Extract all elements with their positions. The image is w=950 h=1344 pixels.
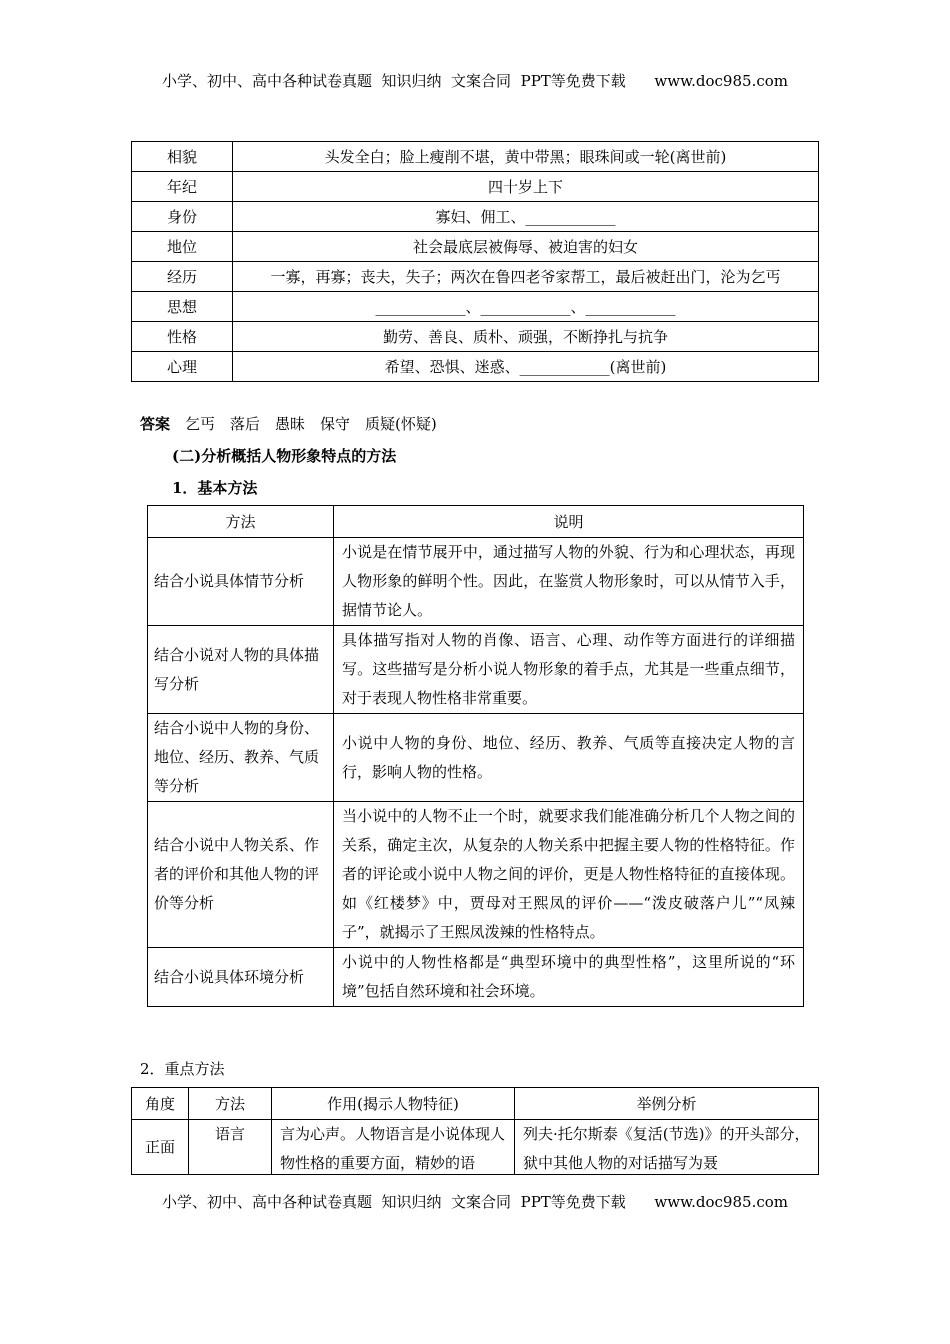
answer-text: 乞丐 落后 愚昧 保守 质疑(怀疑) [185, 415, 437, 433]
row-key: 身份 [132, 202, 233, 232]
page-header: 小学、初中、高中各种试卷真题 知识归纳 文案合同 PPT等免费下载 www.doc985.com [161, 72, 788, 90]
method-cell: 结合小说具体环境分析 [148, 948, 334, 1007]
column-header: 方法 [148, 506, 334, 538]
row-key: 性格 [132, 322, 233, 352]
subsection-heading-basic: 1．基本方法 [172, 479, 258, 497]
row-value: 一寡，再寡；丧夫，失子；两次在鲁四老爷家帮工，最后被赶出门，沦为乞丐 [233, 262, 819, 292]
answer-label: 答案 [140, 415, 171, 433]
answer-line [140, 413, 437, 434]
section-heading: (二)分析概括人物形象特点的方法 [172, 447, 397, 465]
example-cell [515, 1120, 819, 1175]
table-row [148, 948, 804, 1007]
column-header: 说明 [334, 506, 804, 538]
key-methods-table [131, 1087, 819, 1175]
method-cell: 结合小说具体情节分析 [148, 538, 334, 626]
table-row [148, 626, 804, 714]
desc-cell: 小说中的人物性格都是“典型环境中的典型性格”，这里所说的“环境”包括自然环境和社会环境。 [334, 948, 804, 1007]
row-key: 经历 [132, 262, 233, 292]
row-value: 社会最底层被侮辱、被迫害的妇女 [233, 232, 819, 262]
column-header: 角度 [132, 1088, 189, 1120]
row-key: 相貌 [132, 142, 233, 172]
row-value: 头发全白；脸上瘦削不堪，黄中带黑；眼珠间或一轮(离世前) [233, 142, 819, 172]
table-row [132, 142, 819, 172]
row-value: 希望、恐惧、迷惑、____________(离世前) [233, 352, 819, 382]
angle-cell: 正面 [132, 1120, 189, 1175]
page-footer: 小学、初中、高中各种试卷真题 知识归纳 文案合同 PPT等免费下载 www.doc985.com [161, 1193, 788, 1211]
column-header: 举例分析 [515, 1088, 819, 1120]
row-key: 地位 [132, 232, 233, 262]
table-header-row [132, 1088, 819, 1120]
table-row [132, 172, 819, 202]
row-key: 心理 [132, 352, 233, 382]
method-cell: 结合小说中人物关系、作者的评价和其他人物的评价等分析 [148, 802, 334, 948]
desc-cell: 小说是在情节展开中，通过描写人物的外貌、行为和心理状态，再现人物形象的鲜明个性。因此，在鉴赏人物形象时，可以从情节入手，据情节论人。 [334, 538, 804, 626]
row-value: ____________、____________、____________ [233, 292, 819, 322]
table-row [132, 232, 819, 262]
table-row [148, 714, 804, 802]
desc-cell: 具体描写指对人物的肖像、语言、心理、动作等方面进行的详细描写。这些描写是分析小说人物形象的着手点，尤其是一些重点细节，对于表现人物性格非常重要。 [334, 626, 804, 714]
row-key: 思想 [132, 292, 233, 322]
effect-text: 言为心声。人物语言是小说体现人物性格的重要方面，精妙的语 [280, 1125, 506, 1172]
basic-methods-table [147, 505, 804, 1007]
method-cell: 结合小说中人物的身份、地位、经历、教养、气质等分析 [148, 714, 334, 802]
method-cell: 结合小说对人物的具体描写分析 [148, 626, 334, 714]
row-value: 四十岁上下 [233, 172, 819, 202]
table-row [132, 1120, 819, 1175]
row-value: 勤劳、善良、质朴、顽强，不断挣扎与抗争 [233, 322, 819, 352]
table-row [132, 202, 819, 232]
character-profile-table [131, 141, 819, 382]
table-row [148, 538, 804, 626]
table-header-row [148, 506, 804, 538]
subsection-heading-key: 2．重点方法 [140, 1060, 225, 1078]
table-row [132, 262, 819, 292]
method-cell: 语言 [189, 1120, 272, 1175]
desc-cell: 小说中人物的身份、地位、经历、教养、气质等直接决定人物的言行，影响人物的性格。 [334, 714, 804, 802]
example-text: 列夫·托尔斯泰《复活(节选)》的开头部分，狱中其他人物的对话描写为聂 [523, 1125, 810, 1172]
effect-cell [272, 1120, 515, 1175]
table-row [148, 802, 804, 948]
row-value: 寡妇、佣工、____________ [233, 202, 819, 232]
row-key: 年纪 [132, 172, 233, 202]
table-row [132, 352, 819, 382]
table-row [132, 322, 819, 352]
column-header: 方法 [189, 1088, 272, 1120]
desc-cell: 当小说中的人物不止一个时，就要求我们能准确分析几个人物之间的关系，确定主次，从复杂的人物关系中把握主要人物的性格特征。作者的评论或小说中人物之间的评价，更是人物性格特征的直接体现。如《红楼梦》中，贾母对王熙凤的评价——“泼皮破落户儿”“凤辣子”，就揭示了王熙凤泼辣的性格特点。 [334, 802, 804, 948]
column-header: 作用(揭示人物特征) [272, 1088, 515, 1120]
table-row [132, 292, 819, 322]
